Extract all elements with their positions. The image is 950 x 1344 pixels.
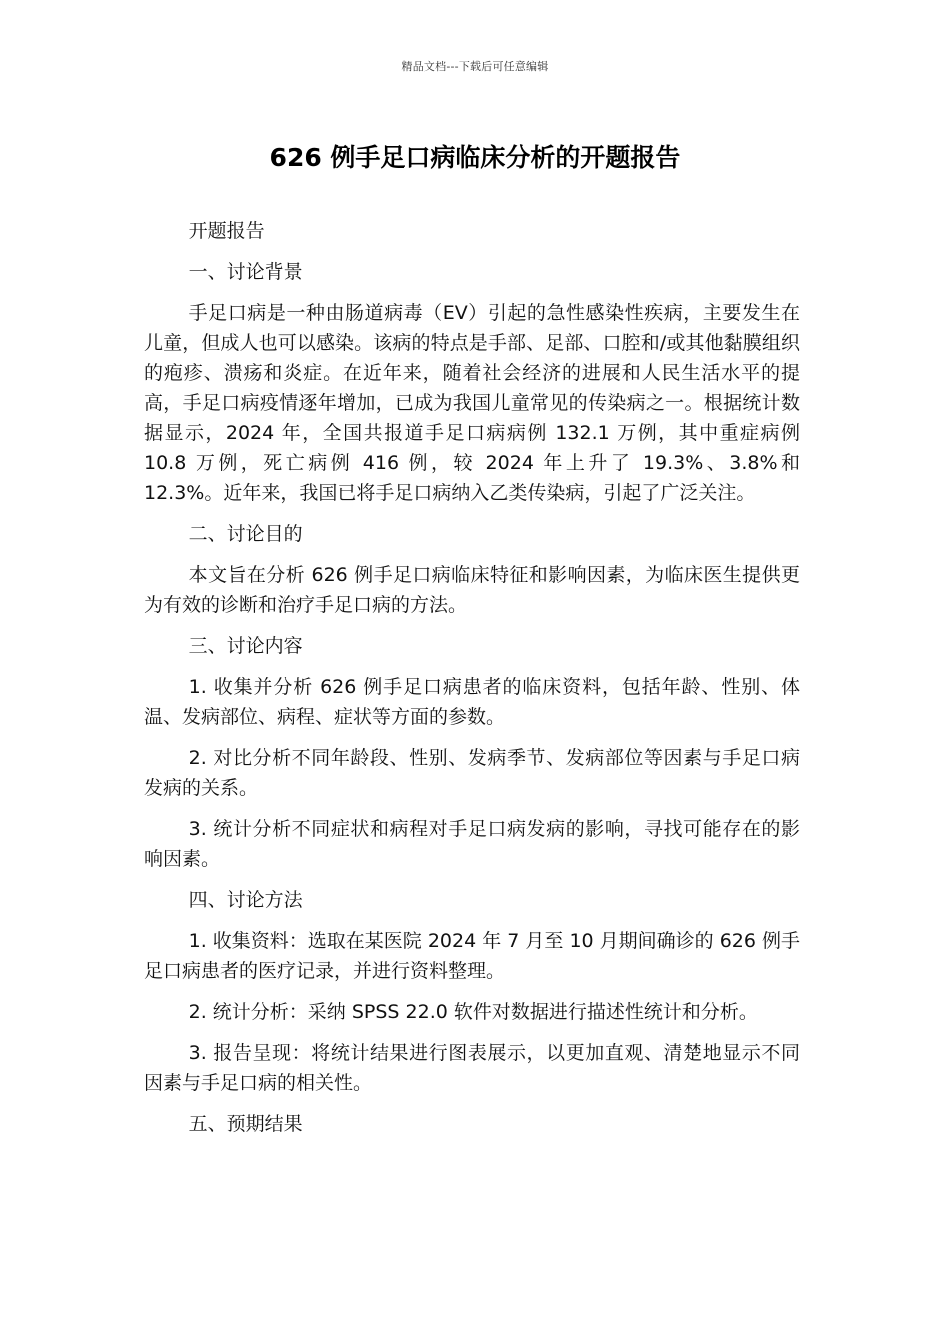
method-item-3: 3. 报告呈现：将统计结果进行图表展示，以更加直观、清楚地显示不同因素与手足口病的相关性。 [144,1042,800,1094]
section-heading-content: 三、讨论内容 [188,635,303,657]
content-item-2: 2. 对比分析不同年龄段、性别、发病季节、发病部位等因素与手足口病发病的关系。 [144,747,800,799]
method-item-2: 2. 统计分析：采纳 SPSS 22.0 软件对数据进行描述性统计和分析。 [188,1001,758,1023]
section-heading-purpose: 二、讨论目的 [188,523,303,545]
paragraph-background: 手足口病是一种由肠道病毒（EV）引起的急性感染性疾病，主要发生在儿童，但成人也可以感染。该病的特点是手部、足部、口腔和/或其他黏膜组织的疱疹、溃疡和炎症。在近年来，随着社会经济的进展和人民生活水平的提高，手足口病疫情逐年增加，已成为我国儿童常见的传染病之一。根据统计数据显示，2024 年，全国共报道手足口病病例 132.1 万例，其中重症病例 10.8 万例，死亡病例 416 例，较 2024 年上升了 19.3%、3.8%和 12.3%。近年来，我国已将手足口病纳入乙类传染病，引起了广泛关注。 [144,302,800,504]
document-body [144,216,800,1150]
paragraph-purpose: 本文旨在分析 626 例手足口病临床特征和影响因素，为临床医生提供更为有效的诊断和治疗手足口病的方法。 [144,564,800,616]
section-heading-expected-results: 五、预期结果 [188,1113,303,1135]
content-item-1: 1. 收集并分析 626 例手足口病患者的临床资料，包括年龄、性别、体温、发病部位、病程、症状等方面的参数。 [144,676,800,728]
section-heading-background: 一、讨论背景 [188,261,303,283]
document-title: 626 例手足口病临床分析的开题报告 [269,143,681,172]
method-item-1: 1. 收集资料：选取在某医院 2024 年 7 月至 10 月期间确诊的 626 例手足口病患者的医疗记录，并进行资料整理。 [144,930,801,982]
section-heading-method: 四、讨论方法 [188,889,303,911]
content-item-3: 3. 统计分析不同症状和病程对手足口病发病的影响，寻找可能存在的影响因素。 [144,818,800,870]
header-note: 精品文档---下载后可任意编辑 [401,60,549,73]
section-label-report: 开题报告 [188,220,265,242]
